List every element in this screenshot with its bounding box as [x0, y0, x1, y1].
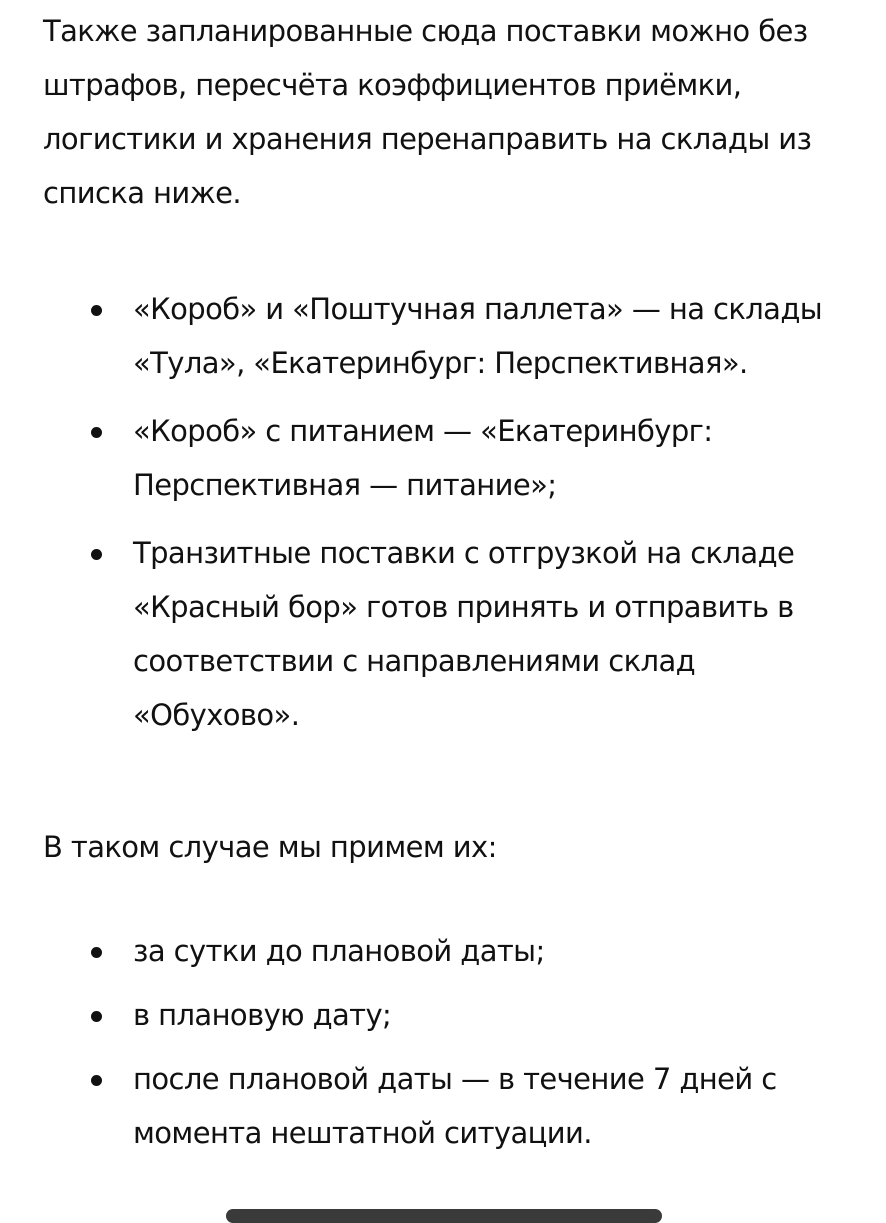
bullet-icon	[91, 1075, 102, 1086]
acceptance-terms-list	[43, 924, 863, 1160]
acceptance-title: В таком случае мы примем их:	[43, 830, 497, 864]
intro-paragraph: Также запланированные сюда поставки можно без штрафов, пересчёта коэффициентов приёмки, логистики и хранения перенаправить на склады из списка ниже.	[43, 14, 812, 210]
list-item-text: после плановой даты — в течение 7 дней с момента нештатной ситуации.	[133, 1062, 777, 1150]
bullet-icon	[91, 947, 102, 958]
list-item	[43, 526, 863, 742]
list-item	[43, 988, 863, 1042]
document-content	[43, 4, 863, 1170]
redirect-warehouse-list	[43, 282, 863, 742]
list-item-text: «Короб» и «Поштучная паллета» — на склады «Тула», «Екатеринбург: Перспективная».	[133, 292, 823, 380]
list-item	[43, 924, 863, 978]
list-item	[43, 404, 863, 512]
list-item	[43, 282, 863, 390]
list-item-text: Транзитные поставки с отгрузкой на складе «Красный бор» готов принять и отправить в соответствии с направлениями склад «Обухово».	[133, 536, 795, 732]
bullet-icon	[91, 427, 102, 438]
bullet-icon	[91, 305, 102, 316]
bullet-icon	[91, 549, 102, 560]
home-indicator[interactable]	[226, 1209, 662, 1223]
bullet-icon	[91, 1011, 102, 1022]
list-item-text: «Короб» с питанием — «Екатеринбург: Перспективная — питание»;	[133, 414, 713, 502]
list-item-text: за сутки до плановой даты;	[133, 934, 545, 968]
list-item-text: в плановую дату;	[133, 998, 392, 1032]
list-item	[43, 1052, 863, 1160]
